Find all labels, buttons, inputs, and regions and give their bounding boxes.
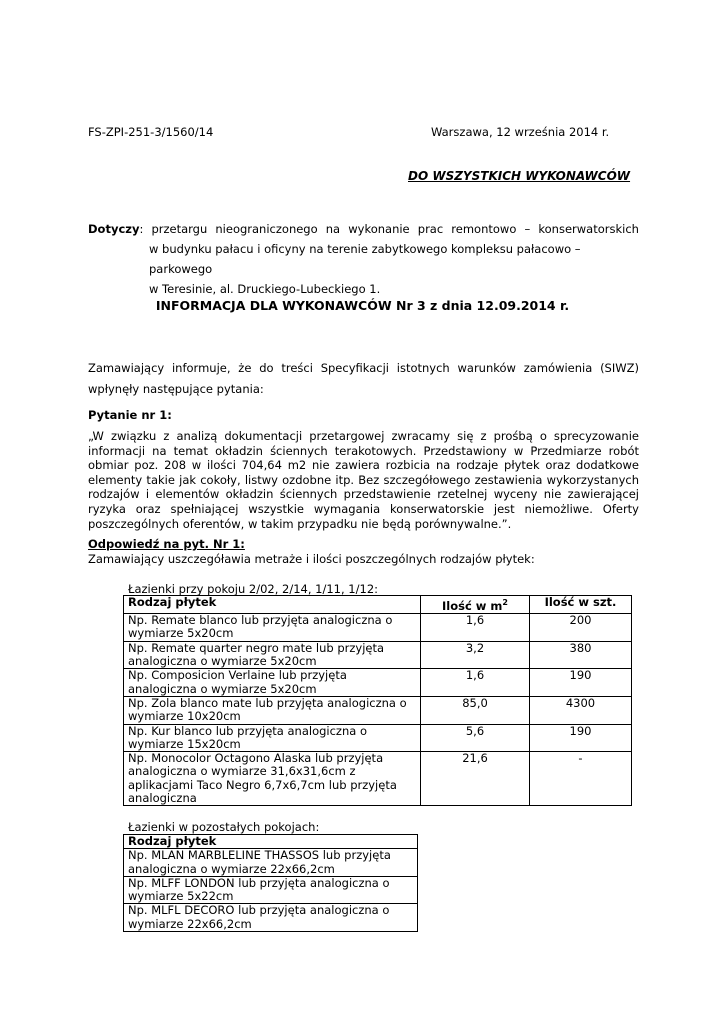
place-and-date: Warszawa, 12 września 2014 r. [431,125,610,139]
table-row [124,724,632,752]
subject-word: remontowo [451,222,517,236]
subject-word: wykonanie [348,222,410,236]
table-header-row [124,835,418,849]
header-area-superscript: 2 [502,598,508,607]
subject-line-3: w Teresinie, al. Druckiego-Lubeckiego 1. [149,282,381,296]
table2-caption: Łazienki w pozostałych pokojach: [128,820,320,834]
cell-area: 1,6 [421,614,530,642]
answer-text: Zamawiający uszczegóławia metraże i ilości poszczególnych rodzajów płytek: [88,552,535,566]
cell-tile-type: Np. MLFL DECORO lub przyjęta analogiczna o wymiarze 22x66,2cm [124,904,418,932]
question-title: Pytanie nr 1: [88,408,172,422]
cell-tile-type: Np. Remate blanco lub przyjęta analogiczna o wymiarze 5x20cm [124,614,421,642]
subject-label-group [88,219,143,239]
header-tile-type: Rodzaj płytek [124,835,418,849]
header-tile-type: Rodzaj płytek [124,596,421,614]
subject-colon: : [139,222,144,236]
cell-count: 200 [530,614,632,642]
subject-label: Dotyczy [88,222,140,236]
cell-tile-type: Np. MLFF LONDON lub przyjęta analogiczna o wymiarze 5x22cm [124,876,418,904]
header-area [421,596,530,614]
cell-count: 4300 [530,696,632,724]
subject-line-2: w budynku pałacu i oficyny na terenie zabytkowego kompleksu pałacowo – parkowego [149,242,581,276]
header-area-label: Ilość w m [442,598,503,613]
table-header-row [124,596,632,614]
tiles-table-other-bathrooms [123,834,418,932]
subject-word: nieograniczonego [215,222,318,236]
table-row [124,614,632,642]
cell-area: 3,2 [421,641,530,669]
subject-word: prac [417,222,444,236]
document-title: INFORMACJA DLA WYKONAWCÓW Nr 3 z dnia 12.09.2014 r. [155,298,570,313]
subject-block [88,219,639,299]
subject-word: – [524,222,531,236]
subject-word: konserwatorskich [538,222,639,236]
subject-word: na [325,222,341,236]
cell-tile-type: Np. Zola blanco mate lub przyjęta analogiczna o wymiarze 10x20cm [124,696,421,724]
cell-tile-type: Np. Monocolor Octagono Alaska lub przyjęta analogiczna o wymiarze 31,6x31,6cm z aplikacjami Taco Negro 6,7x6,7cm lub przyjęta analogiczna [124,752,421,806]
subject-word: przetargu [151,222,208,236]
table-row [124,876,418,904]
table-row [124,696,632,724]
cell-tile-type: Np. Kur blanco lub przyjęta analogiczna o wymiarze 15x20cm [124,724,421,752]
table-row [124,752,632,806]
tiles-table-bathrooms-listed [123,595,632,806]
cell-count: 380 [530,641,632,669]
table-row [124,904,418,932]
cell-count: 190 [530,724,632,752]
cell-area: 5,6 [421,724,530,752]
cell-area: 85,0 [421,696,530,724]
answer-title: Odpowiedź na pyt. Nr 1: [88,537,245,551]
recipients-heading: DO WSZYSTKICH WYKONAWCÓW [408,169,631,183]
table-row [124,641,632,669]
table-row [124,669,632,697]
cell-area: 1,6 [421,669,530,697]
cell-area: 21,6 [421,752,530,806]
cell-count: 190 [530,669,632,697]
table-row [124,849,418,877]
header-count: Ilość w szt. [530,596,632,614]
cell-tile-type: Np. MLAN MARBLELINE THASSOS lub przyjęta analogiczna o wymiarze 22x66,2cm [124,849,418,877]
cell-tile-type: Np. Remate quarter negro mate lub przyjęta analogiczna o wymiarze 5x20cm [124,641,421,669]
subject-line-1 [88,219,639,239]
cell-count: - [530,752,632,806]
document-reference-number: FS-ZPI-251-3/1560/14 [88,125,214,139]
table1-caption: Łazienki przy pokoju 2/02, 2/14, 1/11, 1/12: [128,582,379,596]
intro-paragraph: Zamawiający informuje, że do treści Specyfikacji istotnych warunków zamówienia (SIWZ) wpłynęły następujące pytania: [88,361,639,396]
cell-tile-type: Np. Composicion Verlaine lub przyjęta analogiczna o wymiarze 5x20cm [124,669,421,697]
question-text: „W związku z analizą dokumentacji przetargowej zwracamy się z prośbą o sprecyzowanie informacji na temat okładzin ściennych terakotowych. Przedstawiony w Przedmiarze robót obmiar poz. 208 w ilości 704,64 m2 nie zawiera rozbicia na rodzaje płytek oraz dodatkowe elementy takie jak cokoły, listwy ozdobne itp. Bez szczegółowego zestawienia wykorzystanych rodzajów i elementów okładzin ściennych przedstawienie rzetelnej wyceny nie zawierającej ryzyka oraz spełniającej wszystkie wymagania konserwatorskie jest niemożliwe. Oferty poszczególnych oferentów, w takim przypadku nie będą porównywalne.”. [88,429,639,531]
